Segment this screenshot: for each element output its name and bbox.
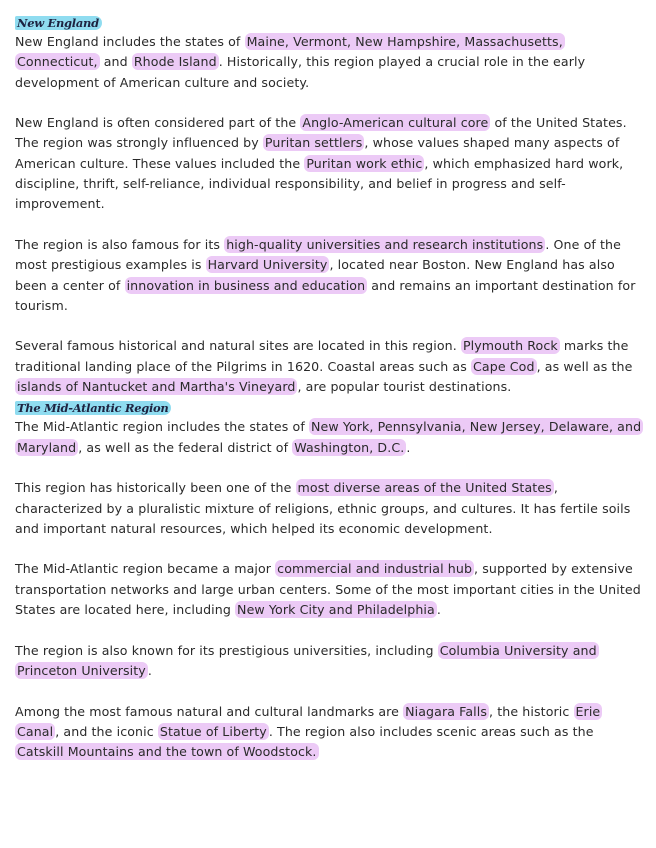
text-run: , characterized by a pluralistic mixture of religions, ethnic groups, and cultures. It has fertile soils and important natural resources, which helped its economic development. [15, 480, 631, 536]
paragraph [15, 235, 642, 316]
text-run: Among the most famous natural and cultural landmarks are [15, 703, 404, 719]
paragraph [15, 702, 642, 763]
highlighted-text: Statue of Liberty [159, 723, 267, 739]
highlighted-text: Erie Canal [17, 703, 601, 739]
highlighted-text: most diverse areas of the United States [297, 480, 552, 496]
text-run: marks the traditional landing place of the Pilgrims in 1620. Coastal areas such as [15, 338, 629, 374]
section-body [15, 417, 642, 762]
text-run: , located near Boston. New England has also been a center of [15, 257, 615, 293]
highlighted-text: Puritan settlers [264, 135, 363, 151]
text-run: , which emphasized hard work, discipline, thrift, self-reliance, individual responsibility, and belief in progress and self-improvement. [15, 155, 624, 212]
paragraph [15, 32, 642, 93]
section-heading: New England [15, 16, 102, 30]
highlighted-text: Columbia University and Princeton University [17, 642, 597, 678]
highlighted-text: islands of Nantucket and Martha's Vineyard [17, 379, 296, 395]
text-run: . [406, 439, 411, 455]
text-run: , and the iconic [55, 723, 158, 739]
text-run: , the historic [489, 703, 574, 719]
text-run: , as well as the [536, 358, 633, 374]
paragraph [15, 641, 642, 682]
text-run: , whose values shaped many aspects of American culture. These values included the [15, 135, 620, 171]
paragraph [15, 336, 642, 397]
paragraph [15, 113, 642, 214]
text-run: , as well as the federal district of [78, 439, 293, 455]
text-run: The Mid-Atlantic region includes the states of [15, 419, 309, 435]
text-run: The region is also famous for its [15, 236, 225, 252]
highlighted-text: Catskill Mountains and the town of Woodstock. [17, 744, 317, 760]
highlighted-text: Washington, D.C. [294, 439, 405, 455]
highlighted-text: Maine, Vermont, New Hampshire, Massachusetts, Connecticut, [17, 34, 563, 70]
text-run: , are popular tourist destinations. [297, 379, 512, 395]
text-run: Several famous historical and natural sites are located in this region. [15, 338, 461, 354]
section-mid-atlantic [15, 397, 642, 762]
text-run: . [147, 662, 152, 678]
highlighted-text: Puritan work ethic [306, 155, 423, 171]
highlighted-text: innovation in business and education [126, 277, 366, 293]
text-run: . Historically, this region played a crucial role in the early development of American culture and society. [15, 54, 586, 90]
highlighted-text: commercial and industrial hub [277, 561, 473, 577]
text-run: and [99, 54, 132, 70]
section-new-england [15, 12, 642, 397]
text-run: This region has historically been one of the [15, 480, 296, 496]
highlighted-text: high-quality universities and research institutions [226, 236, 544, 252]
highlighted-text: Niagara Falls [405, 703, 488, 719]
highlighted-text: Plymouth Rock [462, 338, 558, 354]
text-run: . One of the most prestigious examples is [15, 236, 621, 273]
paragraph [15, 559, 642, 620]
text-run: The Mid-Atlantic region became a major [15, 561, 276, 577]
text-run: New England includes the states of [15, 34, 245, 49]
text-run: and remains an important destination for tourism. [15, 277, 636, 313]
text-run: , supported by extensive transportation networks and large urban centers. Some of the most important cities in the United States are located here, including [15, 561, 641, 618]
highlighted-text: New York City and Philadelphia [237, 602, 435, 618]
section-body [15, 32, 642, 397]
text-run: New England is often considered part of the [15, 115, 301, 131]
section-heading: The Mid-Atlantic Region [15, 401, 171, 415]
paragraph [15, 417, 642, 458]
text-run: . [436, 602, 441, 618]
text-run: The region is also known for its prestigious universities, including [15, 642, 438, 658]
text-run: of the United States. The region was strongly influenced by [15, 115, 627, 151]
highlighted-text: Anglo-American cultural core [302, 115, 489, 131]
paragraph [15, 478, 642, 539]
text-run: . The region also includes scenic areas such as the [268, 723, 594, 739]
highlighted-text: Rhode Island [133, 54, 217, 70]
highlighted-text: Harvard University [207, 257, 328, 273]
highlighted-text: Cape Cod [473, 358, 535, 374]
highlighted-text: New York, Pennsylvania, New Jersey, Delaware, and Maryland [17, 419, 642, 455]
